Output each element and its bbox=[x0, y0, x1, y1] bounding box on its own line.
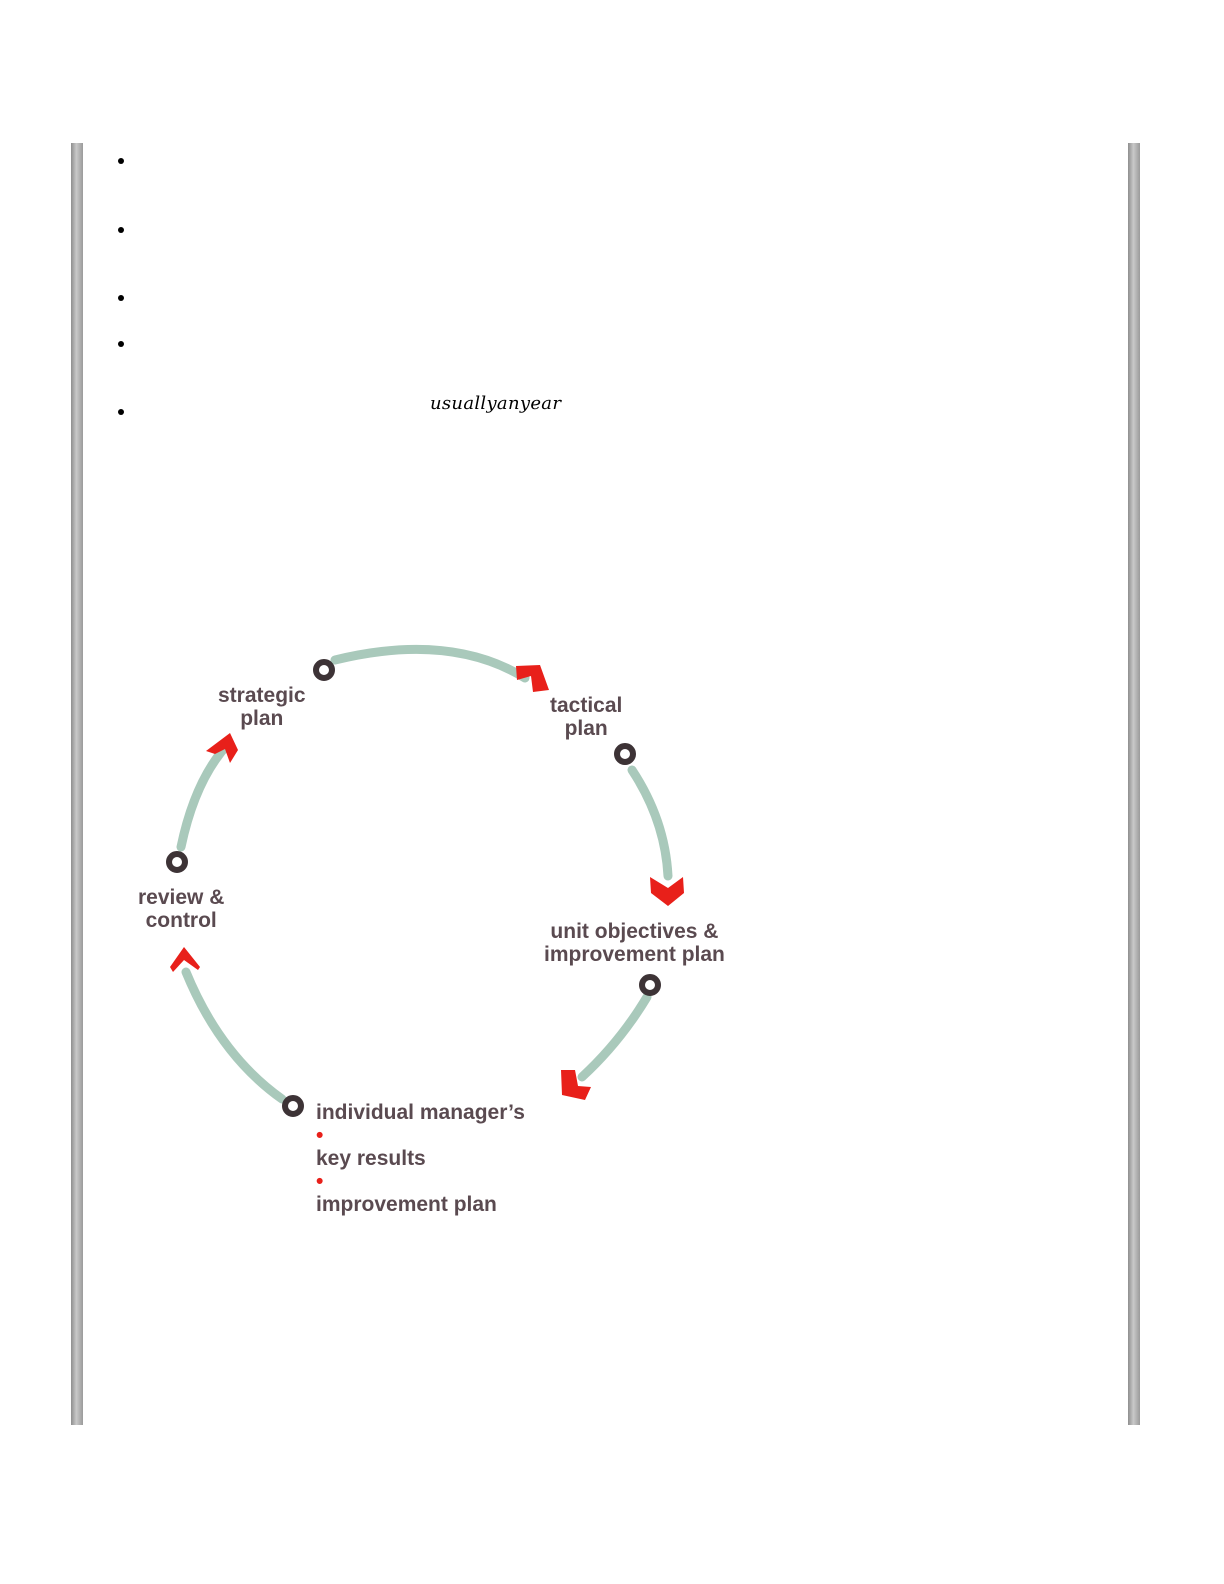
chevron-arrow-icon bbox=[516, 665, 549, 692]
arc-tactical-to-unit bbox=[632, 770, 668, 876]
arc-unit-to-individual bbox=[582, 997, 647, 1077]
ring-node-icon bbox=[169, 854, 185, 870]
stage-line: plan bbox=[240, 707, 284, 730]
bullet-dot-icon bbox=[118, 295, 124, 301]
sub-item-text: improvement plan bbox=[316, 1193, 497, 1216]
stage-line: unit objectives & bbox=[550, 920, 719, 943]
stage-line: control bbox=[145, 909, 217, 932]
stage-line: individual manager’s bbox=[316, 1101, 525, 1124]
ring-node-icon bbox=[642, 977, 658, 993]
ring-node-icon bbox=[285, 1098, 301, 1114]
red-bullet-icon: • bbox=[316, 1170, 324, 1193]
arc-review-to-strategic bbox=[181, 744, 228, 847]
stage-line: plan bbox=[564, 717, 608, 740]
stage-line: review & bbox=[138, 886, 225, 909]
stage-line: tactical bbox=[550, 694, 623, 717]
chevron-arrow-icon bbox=[206, 733, 238, 763]
stage-label-strategic-plan bbox=[218, 684, 306, 730]
bullet-item-1 bbox=[118, 150, 124, 171]
red-bullet-icon: • bbox=[316, 1124, 324, 1147]
arc-strategic-to-tactical bbox=[335, 649, 525, 678]
page-border-right bbox=[1128, 143, 1140, 1425]
bullet-dot-icon bbox=[118, 341, 124, 347]
sub-item-text: key results bbox=[316, 1147, 426, 1170]
stage-label-tactical-plan bbox=[550, 694, 622, 740]
bullet-item-3 bbox=[118, 287, 124, 308]
ring-node-icon bbox=[617, 746, 633, 762]
arc-individual-to-review bbox=[186, 972, 282, 1099]
page-border-left bbox=[71, 143, 83, 1425]
bullet-item-4 bbox=[118, 333, 124, 354]
bullet-item-5 bbox=[118, 393, 562, 422]
bullet-dot-icon bbox=[118, 227, 124, 233]
stage-label-unit-objectives bbox=[544, 920, 725, 966]
stage-label-individual-manager bbox=[316, 1101, 525, 1216]
sub-item-key-results bbox=[316, 1124, 525, 1170]
bullet-dot-icon bbox=[118, 409, 124, 415]
bullet-dot-icon bbox=[118, 158, 124, 164]
chevron-arrow-icon bbox=[650, 877, 684, 906]
planning-cycle-diagram bbox=[120, 630, 760, 1216]
sub-item-improvement-plan bbox=[316, 1170, 525, 1216]
ring-node-icon bbox=[316, 662, 332, 678]
stage-line: improvement plan bbox=[544, 943, 725, 966]
bullet-item-2 bbox=[118, 219, 124, 240]
bullet-text: usuallyanyear bbox=[430, 393, 562, 414]
stage-line: strategic bbox=[218, 684, 306, 707]
stage-label-review-control bbox=[138, 886, 224, 932]
